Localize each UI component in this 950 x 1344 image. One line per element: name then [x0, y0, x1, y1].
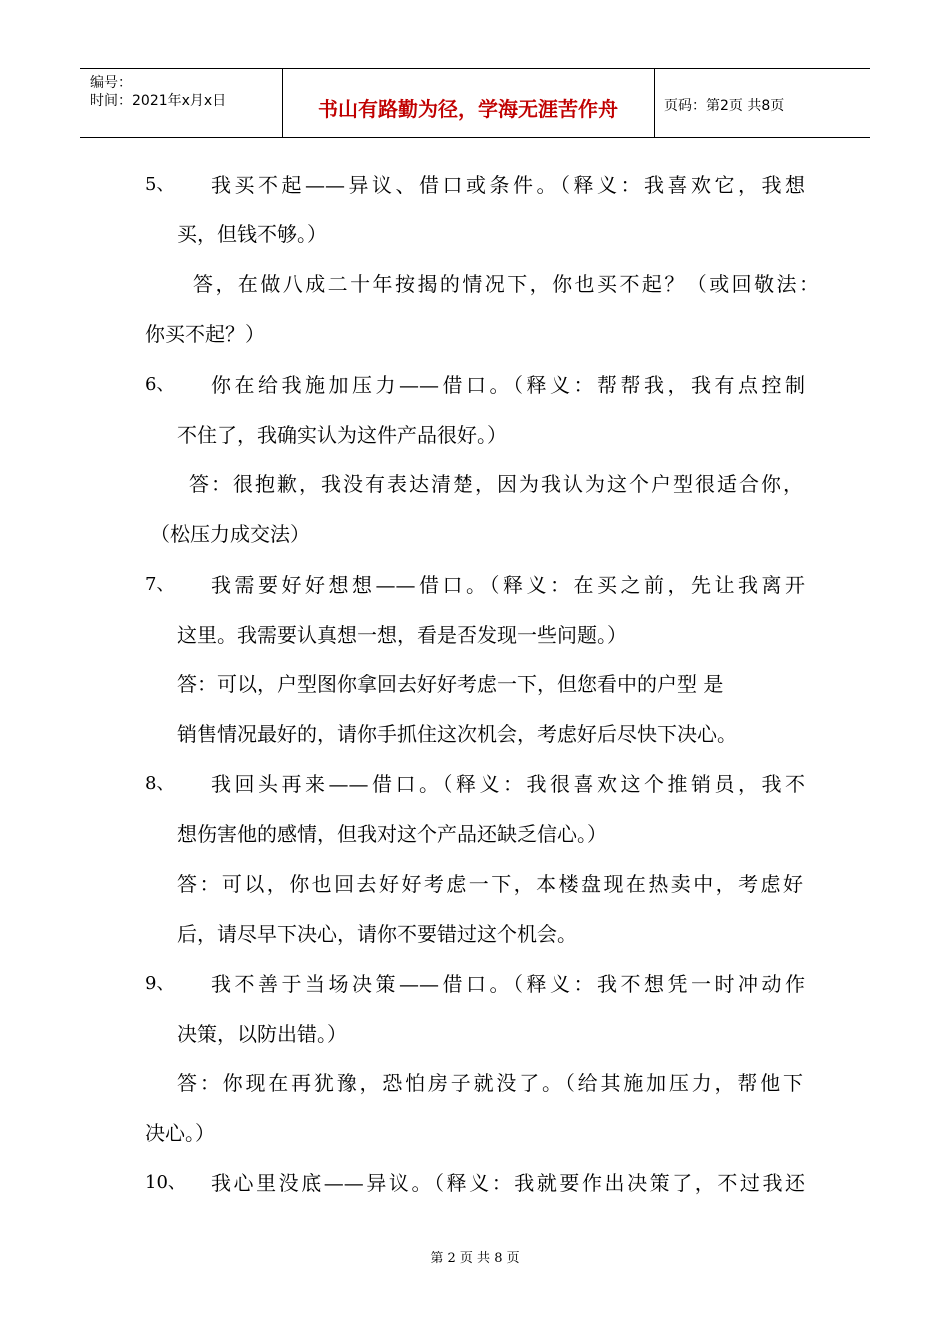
- answer-text-line: 决心。）: [145, 1121, 215, 1145]
- item-text-line: 想伤害他的感情，但我对这个产品还缺乏信心。）: [177, 822, 607, 846]
- item-text-line: 我买不起——异议、借口或条件。（释义：我喜欢它，我想: [211, 173, 805, 197]
- item-number: 7、: [145, 574, 175, 595]
- header-page-cell: [654, 69, 870, 137]
- answer-text-line: 答，在做八成二十年按揭的情况下，你也买不起？（或回敬法：: [193, 272, 819, 296]
- answer-text-line: 答：可以，户型图你拿回去好好考虑一下，但您看中的户型 是: [177, 672, 724, 696]
- answer-text-line: （松压力成交法）: [150, 522, 310, 546]
- item-text-line: 你在给我施加压力——借口。（释义：帮帮我，我有点控制: [211, 373, 805, 397]
- page-footer: 第 2 页 共 8 页: [430, 1251, 520, 1266]
- item-number: 6、: [145, 374, 175, 395]
- item-text-line: 不住了，我确实认为这件产品很好。）: [177, 423, 507, 447]
- document-time-label: 时间：2021年x月x日: [90, 93, 227, 109]
- item-number: 10、: [145, 1172, 186, 1193]
- item-text-line: 买，但钱不够。）: [177, 222, 327, 246]
- document-number-label: 编号：: [90, 75, 132, 91]
- item-text-line: 我不善于当场决策——借口。（释义：我不想凭一时冲动作: [211, 972, 805, 996]
- item-text-line: 我心里没底——异议。（释义：我就要作出决策了，不过我还: [211, 1171, 805, 1195]
- item-text-line: 我需要好好想想——借口。（释义：在买之前，先让我离开: [211, 573, 805, 597]
- answer-text-line: 后，请尽早下决心，请你不要错过这个机会。: [177, 922, 577, 946]
- item-number: 9、: [145, 973, 175, 994]
- header-motto-cell: [282, 69, 655, 137]
- answer-text-line: 答：可以，你也回去好好考虑一下，本楼盘现在热卖中，考虑好: [177, 872, 803, 896]
- answer-text-line: 销售情况最好的，请你手抓住这次机会，考虑好后尽快下决心。: [177, 722, 737, 746]
- answer-text-line: 你买不起？）: [145, 322, 265, 346]
- item-number: 5、: [145, 174, 175, 195]
- item-number: 8、: [145, 773, 175, 794]
- answer-text-line: 答：你现在再犹豫，恐怕房子就没了。（给其施加压力，帮他下: [177, 1071, 803, 1095]
- page-header: [80, 68, 870, 138]
- header-motto: 书山有路勤为径，学海无涯苦作舟: [318, 97, 618, 121]
- item-text-line: 这里。我需要认真想一想，看是否发现一些问题。）: [177, 623, 627, 647]
- header-page-info: 页码：第2页 共8页: [664, 98, 785, 114]
- answer-text-line: 答：很抱歉，我没有表达清楚，因为我认为这个户型很适合你，: [189, 472, 803, 496]
- item-text-line: 我回头再来——借口。（释义：我很喜欢这个推销员，我不: [211, 772, 805, 796]
- item-text-line: 决策，以防出错。）: [177, 1022, 347, 1046]
- header-meta-cell: [80, 69, 283, 137]
